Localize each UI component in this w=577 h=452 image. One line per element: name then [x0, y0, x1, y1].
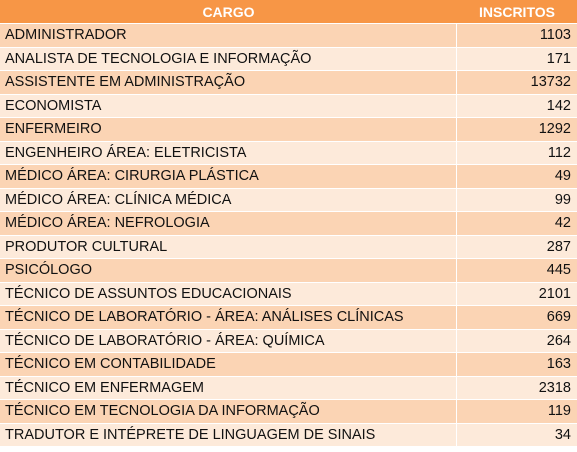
- inscritos-cell: 13732: [457, 71, 577, 95]
- cargo-cell: ANALISTA DE TECNOLOGIA E INFORMAÇÃO: [0, 48, 457, 72]
- inscritos-cell: 142: [457, 95, 577, 119]
- inscritos-cell: 119: [457, 400, 577, 424]
- inscritos-cell: 99: [457, 189, 577, 213]
- cargo-cell: MÉDICO ÁREA: CIRURGIA PLÁSTICA: [0, 165, 457, 189]
- inscritos-cell: 34: [457, 424, 577, 448]
- inscritos-cell: 1103: [457, 24, 577, 48]
- cargo-cell: ENFERMEIRO: [0, 118, 457, 142]
- cargo-cell: TÉCNICO DE ASSUNTOS EDUCACIONAIS: [0, 283, 457, 307]
- inscritos-cell: 163: [457, 353, 577, 377]
- cargo-cell: TÉCNICO DE LABORATÓRIO - ÁREA: QUÍMICA: [0, 330, 457, 354]
- cargo-cell: TÉCNICO DE LABORATÓRIO - ÁREA: ANÁLISES CLÍNICAS: [0, 306, 457, 330]
- inscritos-cell: 264: [457, 330, 577, 354]
- inscritos-cell: 49: [457, 165, 577, 189]
- inscritos-cell: 171: [457, 48, 577, 72]
- cargo-cell: ECONOMISTA: [0, 95, 457, 119]
- cargo-cell: TRADUTOR E INTÉPRETE DE LINGUAGEM DE SINAIS: [0, 424, 457, 448]
- cargo-cell: PRODUTOR CULTURAL: [0, 236, 457, 260]
- cargo-cell: MÉDICO ÁREA: CLÍNICA MÉDICA: [0, 189, 457, 213]
- cargo-cell: ASSISTENTE EM ADMINISTRAÇÃO: [0, 71, 457, 95]
- cargo-cell: MÉDICO ÁREA: NEFROLOGIA: [0, 212, 457, 236]
- inscritos-cell: 1292: [457, 118, 577, 142]
- cargo-cell: TÉCNICO EM TECNOLOGIA DA INFORMAÇÃO: [0, 400, 457, 424]
- cargo-cell: TÉCNICO EM CONTABILIDADE: [0, 353, 457, 377]
- cargo-cell: ENGENHEIRO ÁREA: ELETRICISTA: [0, 142, 457, 166]
- header-inscritos: INSCRITOS: [457, 0, 577, 24]
- inscritos-cell: 669: [457, 306, 577, 330]
- inscritos-cell: 2101: [457, 283, 577, 307]
- inscritos-cell: 112: [457, 142, 577, 166]
- inscritos-cell: 445: [457, 259, 577, 283]
- inscritos-cell: 2318: [457, 377, 577, 401]
- cargo-cell: TÉCNICO EM ENFERMAGEM: [0, 377, 457, 401]
- inscritos-cell: 287: [457, 236, 577, 260]
- cargo-cell: PSICÓLOGO: [0, 259, 457, 283]
- inscritos-cell: 42: [457, 212, 577, 236]
- cargo-cell: ADMINISTRADOR: [0, 24, 457, 48]
- header-cargo: CARGO: [0, 0, 457, 24]
